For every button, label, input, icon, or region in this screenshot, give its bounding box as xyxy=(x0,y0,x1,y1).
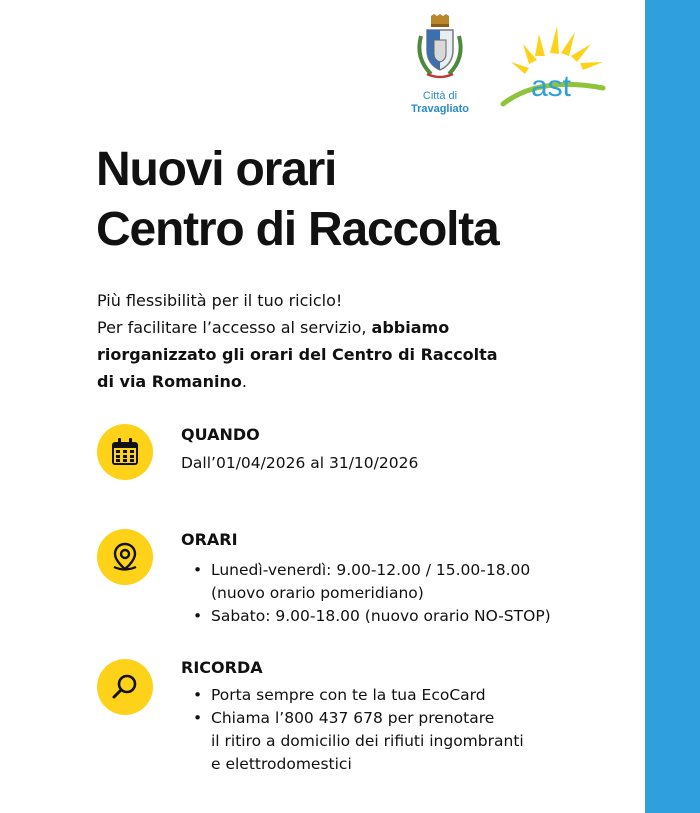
ricorda-icon-circle xyxy=(97,659,153,715)
list-item xyxy=(193,605,611,628)
ast-logo xyxy=(499,26,609,116)
page-title xyxy=(96,140,498,260)
ricorda-title: RICORDA xyxy=(181,658,263,677)
ricorda-item-2-line-2: il ritiro a domicilio dei rifiuti ingombranti xyxy=(211,732,524,750)
calendar-icon xyxy=(109,436,141,468)
city-logo xyxy=(405,14,475,116)
city-name xyxy=(405,90,475,116)
quando-title: QUANDO xyxy=(181,425,260,444)
city-name-line1: Città di xyxy=(422,90,458,102)
intro-line-2-plain: Per facilitare l’accesso al servizio, xyxy=(97,318,372,337)
intro-line-2-bold: abbiamo xyxy=(371,318,450,337)
ricorda-list xyxy=(181,684,611,776)
quando-icon-circle xyxy=(97,424,153,480)
quando-body xyxy=(181,424,611,475)
intro-paragraph xyxy=(97,287,577,395)
header-logos xyxy=(405,14,615,124)
orari-item-1-line-2: (nuovo orario pomeridiano) xyxy=(211,584,424,602)
title-line-1: Nuovi orari xyxy=(96,143,337,196)
magnifier-icon xyxy=(109,671,141,703)
ricorda-item-2-line-3: e elettrodomestici xyxy=(211,755,352,773)
title-line-2: Centro di Raccolta xyxy=(96,203,499,256)
section-quando xyxy=(97,424,617,484)
intro-line-4-bold: di via Romanino xyxy=(97,372,242,391)
ricorda-body xyxy=(181,657,611,776)
orari-list xyxy=(181,559,611,628)
section-ricorda xyxy=(97,657,617,787)
orari-title: ORARI xyxy=(181,530,238,549)
orari-icon-circle xyxy=(97,529,153,585)
ast-logo-text: ast xyxy=(531,70,572,103)
intro-line-3 xyxy=(97,341,577,368)
city-name-line2: Travagliato xyxy=(410,103,470,115)
intro-line-4 xyxy=(97,368,577,395)
intro-line-1: Più flessibilità per il tuo riciclo! xyxy=(97,291,343,310)
intro-line-4-plain: . xyxy=(241,372,247,391)
location-pin-icon xyxy=(109,541,141,573)
side-accent-bar xyxy=(645,0,700,813)
list-item xyxy=(193,684,611,707)
intro-line-3-bold: riorganizzato gli orari del Centro di Raccolta xyxy=(97,345,498,364)
intro-line-2 xyxy=(97,314,577,341)
list-item xyxy=(193,707,611,776)
sun-swoosh-icon xyxy=(499,26,609,116)
ricorda-item-1-line-1: • Porta sempre con te la tua EcoCard xyxy=(211,686,486,704)
section-orari xyxy=(97,529,617,639)
orari-body xyxy=(181,529,611,628)
coat-of-arms-icon xyxy=(411,14,469,84)
list-item xyxy=(193,559,611,605)
quando-dates: Dall’01/04/2026 al 31/10/2026 xyxy=(181,454,419,472)
orari-item-1-line-1: • Lunedì-venerdì: 9.00-12.00 / 15.00-18.00 xyxy=(211,561,531,579)
ricorda-item-2-line-1: • Chiama l’800 437 678 per prenotare xyxy=(211,709,495,727)
orari-item-2-line-1: • Sabato: 9.00-18.00 (nuovo orario NO-STOP) xyxy=(211,607,551,625)
